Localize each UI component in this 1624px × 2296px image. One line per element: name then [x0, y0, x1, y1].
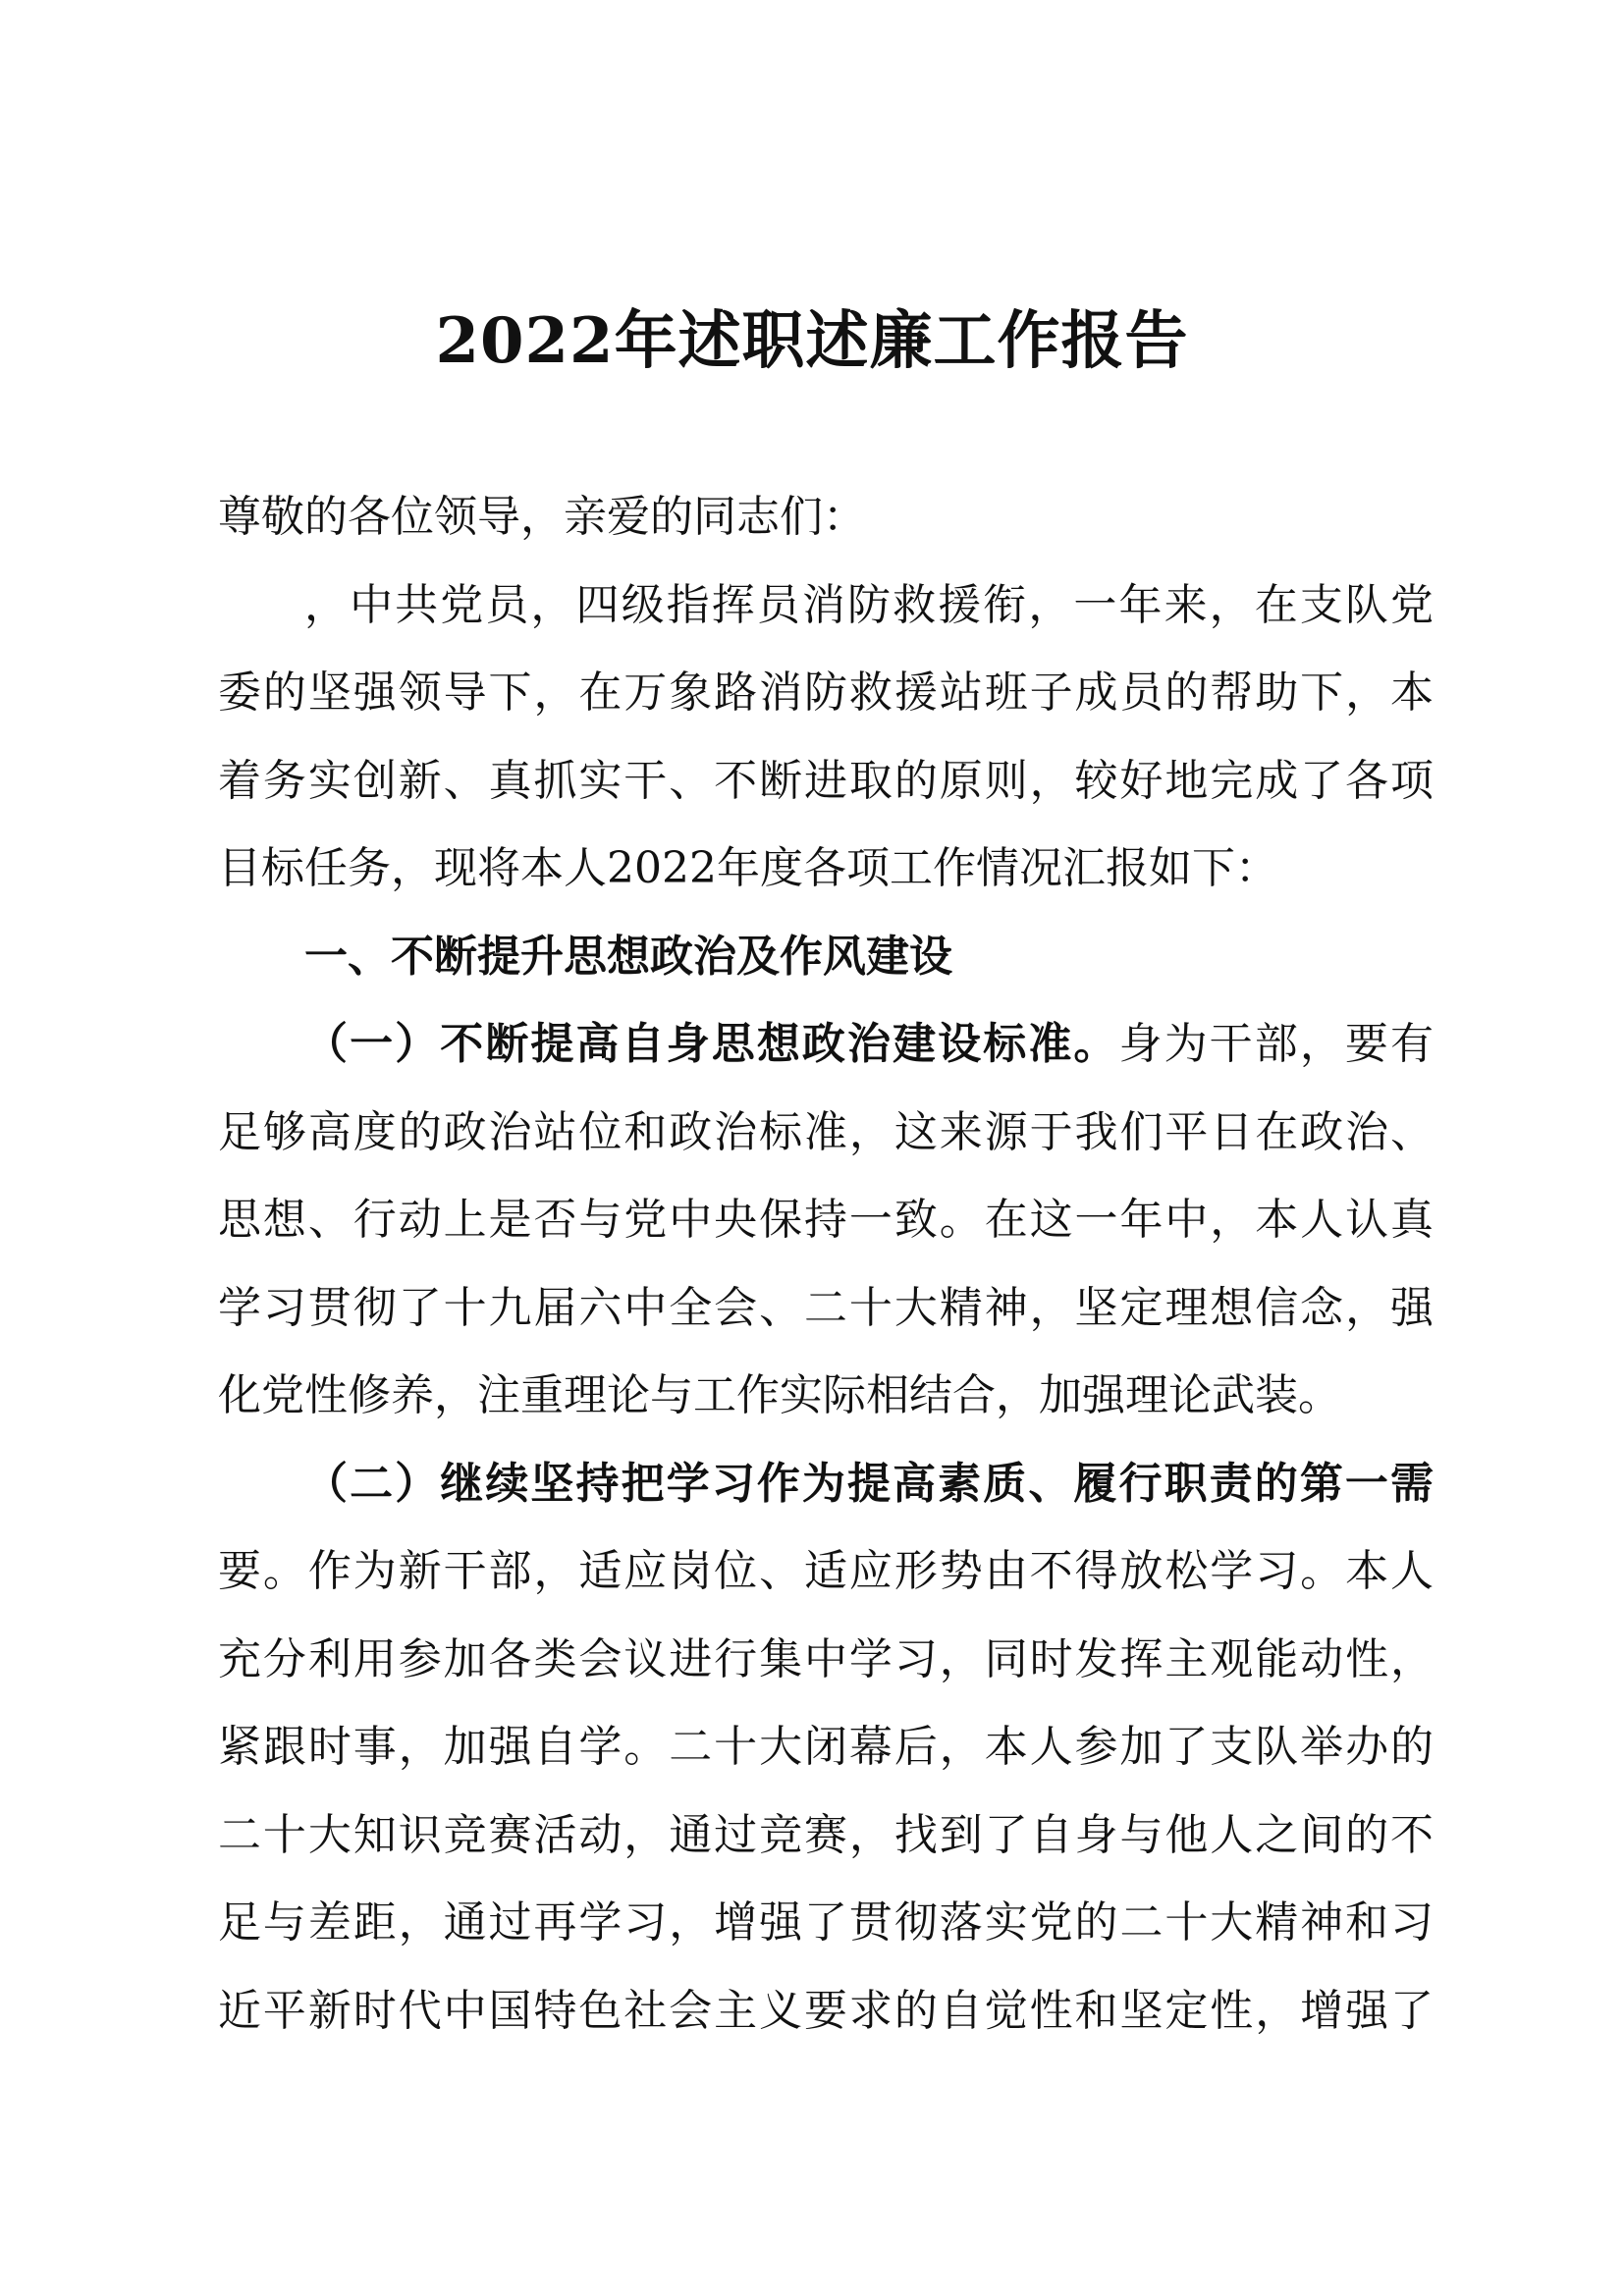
subsection-2-label: （二）继续坚持把学习作为提高素质、履行职责的第一需: [304, 1458, 1434, 1509]
intro-line: ，中共党员，四级指挥员消防救援衔，一年来，在支队党: [304, 579, 1434, 630]
subsection-1-label: （一）不断提高自身思想政治建设标准。: [304, 1019, 1119, 1069]
intro-line: 目标任务，现将本人2022年度各项工作情况汇报如下：: [218, 843, 1278, 893]
document-body: [218, 473, 1434, 2055]
paragraph-line: 足够高度的政治站位和政治标准，这来源于我们平日在政治、: [218, 1106, 1434, 1157]
subsection-1-first-line: [218, 1000, 1434, 1089]
paragraph-line: 紧跟时事，加强自学。二十大闭幕后，本人参加了支队举办的: [218, 1722, 1434, 1772]
paragraph-line: 充分利用参加各类会议进行集中学习，同时发挥主观能动性，: [218, 1633, 1434, 1684]
paragraph-line: 二十大知识竞赛活动，通过竞赛，找到了自身与他人之间的不: [218, 1809, 1434, 1860]
salutation: 尊敬的各位领导，亲爱的同志们：: [218, 492, 866, 542]
section-heading: 一、不断提升思想政治及作风建设: [304, 931, 952, 982]
paragraph-line: 学习贯彻了十九届六中全会、二十大精神，坚定理想信念，强: [218, 1282, 1434, 1333]
paragraph-line: 足与差距，通过再学习，增强了贯彻落实党的二十大精神和习: [218, 1897, 1434, 1948]
intro-line: 委的坚强领导下，在万象路消防救援站班子成员的帮助下，本: [218, 667, 1434, 718]
paragraph-line: 近平新时代中国特色社会主义要求的自觉性和坚定性，增强了: [218, 1985, 1434, 2036]
document-title: 2022年述职述廉工作报告: [435, 304, 1189, 378]
paragraph-line: 化党性修养，注重理论与工作实际相结合，加强理论武装。: [218, 1370, 1341, 1420]
subsection-1-first-line-rest: 身为干部，要有: [1118, 1019, 1434, 1069]
intro-line: 着务实创新、真抓实干、不断进取的原则，较好地完成了各项: [218, 755, 1434, 806]
paragraph-line: 要。作为新干部，适应岗位、适应形势由不得放松学习。本人: [218, 1546, 1434, 1596]
paragraph-line: 思想、行动上是否与党中央保持一致。在这一年中，本人认真: [218, 1195, 1434, 1245]
